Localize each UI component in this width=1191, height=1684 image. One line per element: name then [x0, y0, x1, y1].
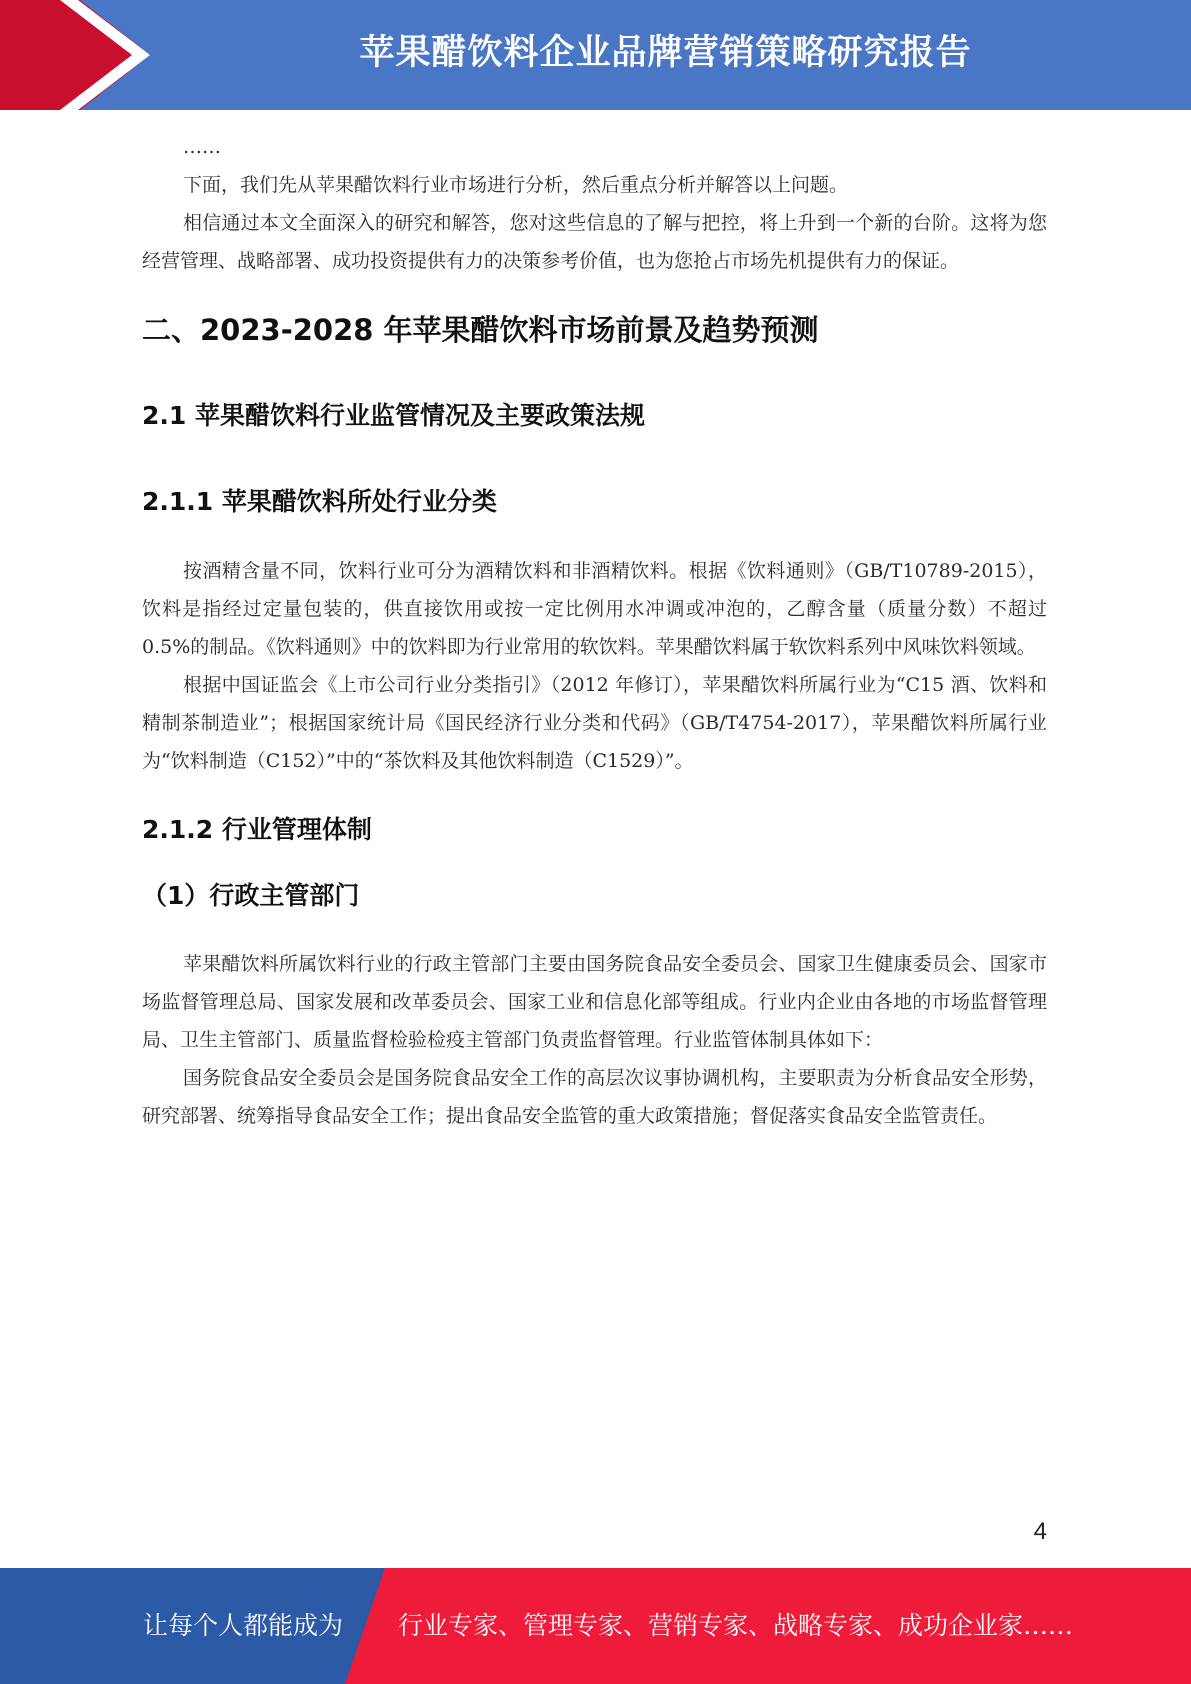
intro-paragraph-1: 下面，我们先从苹果醋饮料行业市场进行分析，然后重点分析并解答以上问题。 — [183, 174, 849, 196]
report-title: 苹果醋饮料企业品牌营销策略研究报告 — [359, 33, 972, 73]
document-body — [142, 128, 1047, 1135]
section-2-1-1-heading: 2.1.1 苹果醋饮料所处行业分类 — [142, 487, 497, 516]
admin-department-heading: （1）行政主管部门 — [142, 881, 360, 910]
footer-slogan-right: 行业专家、管理专家、营销专家、战略专家、成功企业家…… — [398, 1611, 1074, 1640]
classification-paragraph-2: 根据中国证监会《上市公司行业分类指引》（2012 年修订），苹果醋饮料所属行业为“C15 酒、饮料和精制茶制造业”；根据国家统计局《国民经济行业分类和代码》（GB/T4754-2017），苹果醋饮料所属行业为“饮料制造（C152）”中的“茶饮料及其他饮料制造（C1529）”。 — [142, 674, 1047, 772]
header-red-block — [0, 0, 150, 110]
header-banner — [0, 0, 1191, 110]
ellipsis-text: …… — [183, 136, 221, 158]
intro-paragraph-2: 相信通过本文全面深入的研究和解答，您对这些信息的了解与把控，将上升到一个新的台阶。这将为您经营管理、战略部署、成功投资提供有力的决策参考价值，也为您抢占市场先机提供有力的保证。 — [142, 212, 1047, 272]
section-2-1-2-heading: 2.1.2 行业管理体制 — [142, 815, 372, 844]
admin-paragraph-2: 国务院食品安全委员会是国务院食品安全工作的高层次议事协调机构，主要职责为分析食品安全形势，研究部署、统筹指导食品安全工作；提出食品安全监管的重大政策措施；督促落实食品安全监管责任。 — [142, 1067, 1047, 1127]
page-number: 4 — [1033, 1518, 1047, 1545]
footer-banner — [0, 1568, 1191, 1684]
classification-paragraph-1: 按酒精含量不同，饮料行业可分为酒精饮料和非酒精饮料。根据《饮料通则》（GB/T10789-2015），饮料是指经过定量包装的，供直接饮用或按一定比例用水冲调或冲泡的，乙醇含量（质量分数）不超过 0.5%的制品。《饮料通则》中的饮料即为行业常用的软饮料。苹果醋饮料属于软饮料系列中风味饮料领域。 — [142, 560, 1047, 658]
section-2-1-heading: 2.1 苹果醋饮料行业监管情况及主要政策法规 — [142, 401, 645, 430]
section-2-heading: 二、2023-2028 年苹果醋饮料市场前景及趋势预测 — [142, 313, 819, 347]
footer-slogan-left: 让每个人都能成为 — [143, 1611, 344, 1640]
admin-paragraph-1: 苹果醋饮料所属饮料行业的行政主管部门主要由国务院食品安全委员会、国家卫生健康委员会、国家市场监督管理总局、国家发展和改革委员会、国家工业和信息化部等组成。行业内企业由各地的市场监督管理局、卫生主管部门、质量监督检验检疫主管部门负责监督管理。行业监管体制具体如下： — [142, 953, 1047, 1051]
